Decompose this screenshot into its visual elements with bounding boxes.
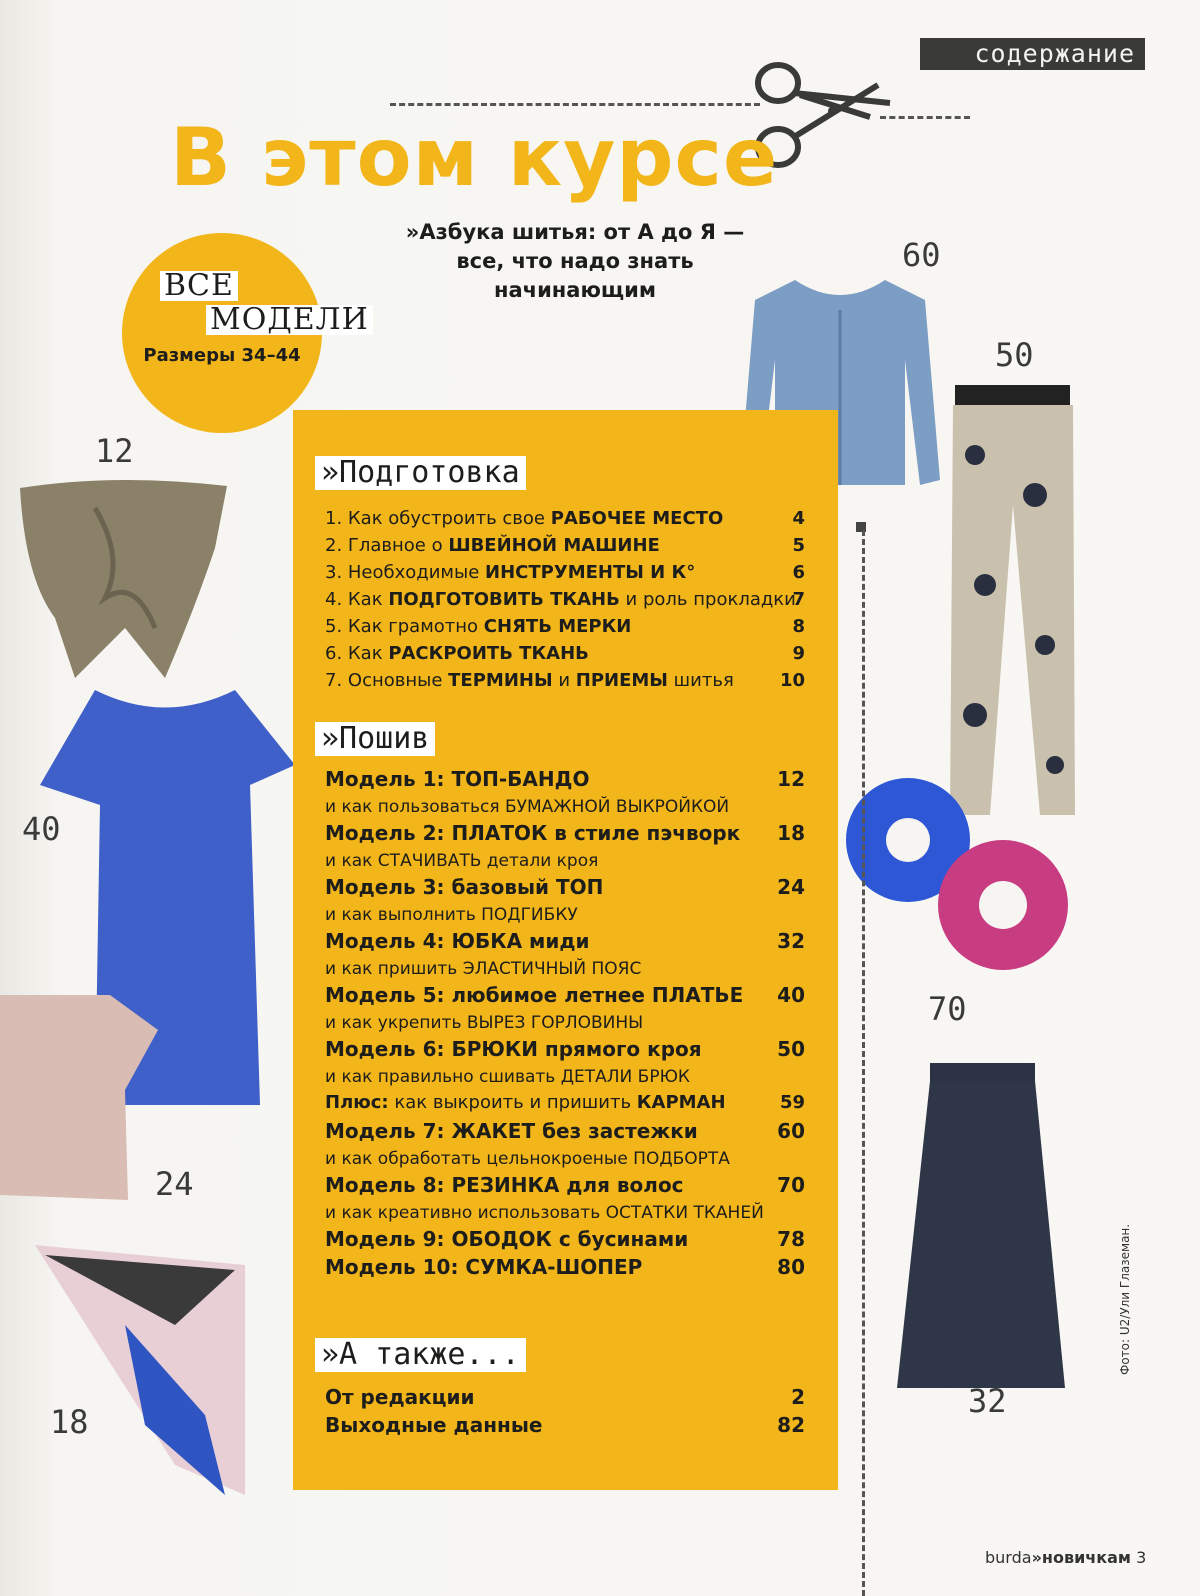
toc-model-title: Модель 2: ПЛАТОК в стиле пэчворк 18	[325, 821, 805, 845]
toc-model-subtitle: и как укрепить ВЫРЕЗ ГОРЛОВИНЫ	[325, 1013, 644, 1033]
page-ref-label: 32	[968, 1382, 1007, 1420]
toc-plus-item: Плюс: как выкроить и пришить КАРМАН 59	[325, 1092, 805, 1113]
page-ref-label: 50	[995, 336, 1034, 374]
page-ref-label: 70	[928, 990, 967, 1028]
table-of-contents	[293, 410, 838, 1490]
badge-line: МОДЕЛИ	[206, 305, 373, 335]
page-number: 3	[1136, 1548, 1147, 1567]
toc-item: 1. Как обустроить свое РАБОЧЕЕ МЕСТО 4	[325, 508, 805, 529]
page-title: В этом курсе	[170, 111, 779, 204]
section-heading-preparation: »Подготовка	[315, 456, 526, 490]
toc-model-title: Модель 8: РЕЗИНКА для волос 70	[325, 1173, 805, 1197]
bandeau-top-image	[15, 478, 230, 688]
section-heading-sewing: »Пошив	[315, 722, 435, 756]
photo-credit: Фото: U2/Ули Глаземан.	[1118, 1223, 1132, 1375]
section-tag: содержание	[920, 38, 1145, 70]
page-ref-label: 12	[95, 432, 134, 470]
toc-model-subtitle: и как пользоваться БУМАЖНОЙ ВЫКРОЙКОЙ	[325, 797, 730, 817]
toc-model-subtitle: и как креативно использовать ОСТАТКИ ТКАНЕЙ	[325, 1203, 764, 1223]
badge-line: ВСЕ	[160, 271, 238, 301]
subtitle-line: »Азбука шитья: от А до Я —	[405, 220, 745, 244]
page-ref-label: 24	[155, 1165, 194, 1203]
toc-model-subtitle: и как правильно сшивать ДЕТАЛИ БРЮК	[325, 1067, 690, 1087]
toc-model-title: Модель 9: ОБОДОК с бусинами 78	[325, 1227, 805, 1251]
toc-model-title: Модель 4: ЮБКА миди 32	[325, 929, 805, 953]
dashed-cut-line	[862, 530, 865, 1596]
section-heading-also: »А также...	[315, 1338, 526, 1372]
toc-model-title: Модель 7: ЖАКЕТ без застежки 60	[325, 1119, 805, 1143]
footer-brand: burda	[985, 1548, 1032, 1567]
toc-model-title: Модель 1: ТОП-БАНДО 12	[325, 767, 805, 791]
footer-series: »новичкам	[1031, 1548, 1131, 1567]
scarf-image	[25, 1245, 250, 1500]
subtitle-line: начинающим	[493, 278, 656, 302]
all-models-badge	[122, 233, 369, 433]
toc-item: От редакции 2	[325, 1385, 805, 1409]
subtitle-line: все, что надо знать	[456, 249, 694, 273]
toc-model-title: Модель 6: БРЮКИ прямого кроя 50	[325, 1037, 805, 1061]
toc-model-subtitle: и как выполнить ПОДГИБКУ	[325, 905, 578, 925]
page-ref-label: 18	[50, 1403, 89, 1441]
toc-item: Выходные данные 82	[325, 1413, 805, 1437]
scrunchies-image	[838, 770, 1078, 980]
toc-model-subtitle: и как обработать цельнокроеные ПОДБОРТА	[325, 1149, 730, 1169]
toc-item: 3. Необходимые ИНСТРУМЕНТЫ И К° 6	[325, 562, 805, 583]
toc-model-subtitle: и как СТАЧИВАТЬ детали кроя	[325, 851, 599, 871]
top-image	[0, 990, 160, 1205]
toc-model-subtitle: и как пришить ЭЛАСТИЧНЫЙ ПОЯС	[325, 959, 642, 979]
page-ref-label: 40	[22, 810, 61, 848]
toc-item: 7. Основные ТЕРМИНЫ и ПРИЕМЫ шитья 10	[325, 670, 805, 691]
trousers-image	[945, 385, 1080, 820]
toc-model-title: Модель 10: СУМКА-ШОПЕР 80	[325, 1255, 805, 1279]
page-ref-label: 60	[902, 236, 941, 274]
toc-item: 4. Как ПОДГОТОВИТЬ ТКАНЬ и роль прокладки 7	[325, 589, 805, 610]
subtitle	[395, 218, 755, 305]
page-footer	[985, 1548, 1146, 1567]
badge-sizes: Размеры 34–44	[143, 345, 301, 366]
skirt-image	[895, 1063, 1070, 1393]
toc-item: 2. Главное о ШВЕЙНОЙ МАШИНЕ 5	[325, 535, 805, 556]
toc-model-title: Модель 5: любимое летнее ПЛАТЬЕ 40	[325, 983, 805, 1007]
toc-item: 5. Как грамотно СНЯТЬ МЕРКИ 8	[325, 616, 805, 637]
toc-model-title: Модель 3: базовый ТОП 24	[325, 875, 805, 899]
dashed-cut-line	[390, 103, 760, 106]
toc-item: 6. Как РАСКРОИТЬ ТКАНЬ 9	[325, 643, 805, 664]
